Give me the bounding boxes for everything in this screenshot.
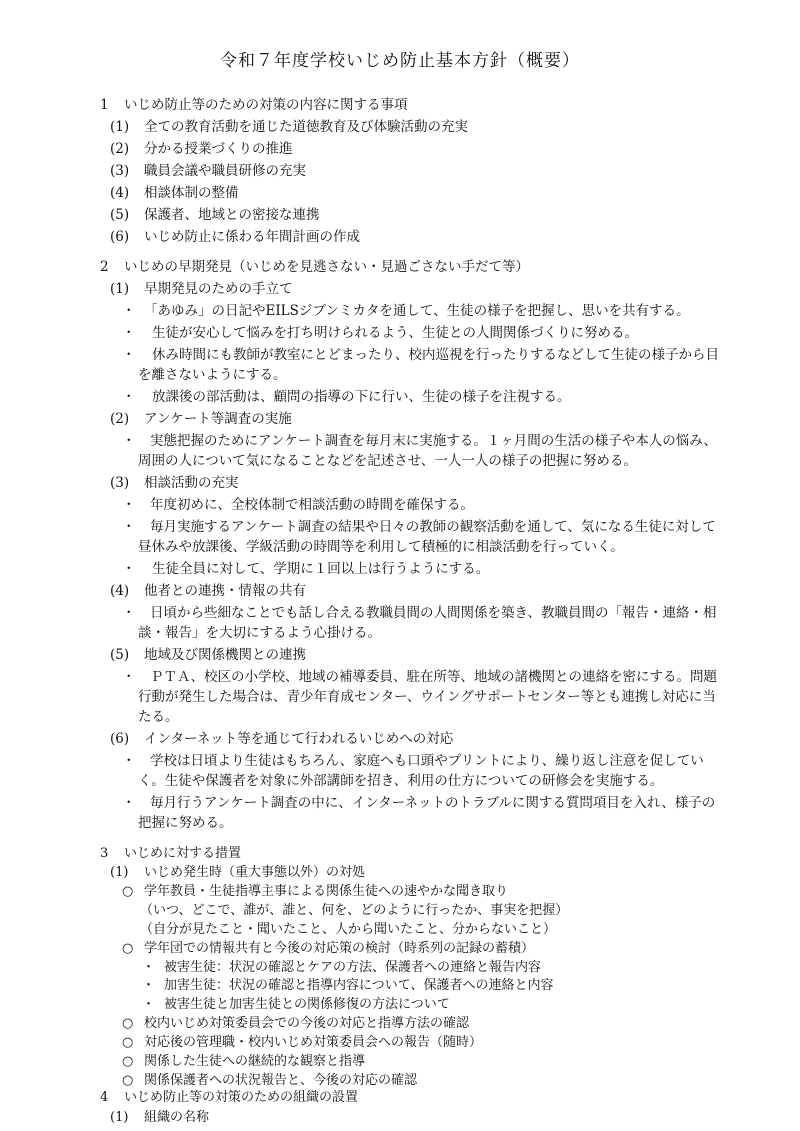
circle-item: ○ 関係した生徒への継続的な観察と指導 <box>122 1054 366 1070</box>
bullet-text: 毎月行うアンケート調査の中に、インターネットのトラブルに関する質問項目を入れ、様子の <box>150 795 716 811</box>
bullet-text-cont: たる。 <box>138 709 179 725</box>
subsection-heading: (2) アンケート等調査の実施 <box>110 411 292 427</box>
section-4-heading: 4 いじめ防止等の対策のための組織の設置 <box>100 1090 359 1105</box>
bullet-text-cont: を離さないようにする。 <box>138 367 287 383</box>
bullet-marker: ・ <box>122 325 136 341</box>
bullet-text: 休み時間にも教師が教室にとどまったり、校内巡視を行ったりするなどして生徒の様子から目 <box>152 347 719 363</box>
bullet-marker: ・ <box>142 978 156 994</box>
circle-item: ○ 対応後の管理職・校内いじめ対策委員会への報告（随時） <box>122 1035 483 1051</box>
circle-item: ○ 校内いじめ対策委員会での今後の対応と指導方法の確認 <box>122 1016 470 1032</box>
bullet-text: 生徒全員に対して、学期に１回以上は行うようにする。 <box>152 561 490 577</box>
list-item: (1) 全ての教育活動を通じた道徳教育及び体験活動の充実 <box>110 119 468 135</box>
bullet-marker: ・ <box>122 519 136 535</box>
section-1-heading: 1 いじめ防止等のための対策の内容に関する事項 <box>100 97 408 113</box>
bullet-text: 被害生徒：状況の確認とケアの方法、保護者への連絡と報告内容 <box>164 959 542 975</box>
bullet-marker: ・ <box>122 753 136 769</box>
bullet-marker: ・ <box>142 997 156 1013</box>
bullet-marker: ・ <box>122 561 136 577</box>
bullet-text-cont: く。生徒や保護者を対象に外部講師を招き、利用の仕方についての研修会を実施する。 <box>138 773 664 789</box>
bullet-text-cont: 談・報告」を大切にするよう心掛ける。 <box>138 625 381 641</box>
bullet-text-cont: 行動が発生した場合は、青少年育成センター、ウイングサポートセンター等とも連携し対応に当 <box>138 689 716 705</box>
bullet-text: 実態把握のためにアンケート調査を毎月末に実施する。１ヶ月間の生活の様子や本人の悩み、 <box>150 433 717 449</box>
circle-item-detail: （いつ、どこで、誰が、誰と、何を、どのように行ったか、事実を把握） <box>140 902 569 918</box>
subsection-heading: (1) いじめ発生時（重大事態以外）の対処 <box>110 864 366 880</box>
section-3-heading: 3 いじめに対する措置 <box>100 846 242 861</box>
bullet-text: 放課後の部活動は、顧問の指導の下に行い、生徒の様子を注視する。 <box>152 389 571 405</box>
circle-item-detail: （自分が見たこと・聞いたこと、人から聞いたこと、分からないこと） <box>140 921 557 937</box>
bullet-marker: ・ <box>122 669 136 685</box>
bullet-marker: ・ <box>122 303 136 319</box>
bullet-marker: ・ <box>122 605 136 621</box>
bullet-text-cont: 把握に努める。 <box>138 815 233 831</box>
circle-item: ○ 関係保護者への状況報告と、今後の対応の確認 <box>122 1073 418 1089</box>
bullet-text: 「あゆみ」の日記やEILSジブンミカタを通して、生徒の様子を把握し、思いを共有する。 <box>144 303 690 319</box>
subsection-heading: (6) インターネット等を通じて行われるいじめへの対応 <box>110 731 454 747</box>
bullet-text: 毎月実施するアンケート調査の結果や日々の教師の観察活動を通して、気になる生徒に対して <box>150 519 716 535</box>
subsection-heading: (1) 組織の名称 <box>110 1110 210 1125</box>
subsection-heading: (4) 他者との連携・情報の共有 <box>110 583 306 599</box>
bullet-marker: ・ <box>142 959 156 975</box>
bullet-text: 被害生徒と加害生徒との関係修復の方法について <box>164 997 450 1013</box>
section-2-heading: 2 いじめの早期発見（いじめを見逃さない・見過ごさない手だて等） <box>100 259 529 275</box>
list-item: (6) いじめ防止に係わる年間計画の作成 <box>110 229 360 245</box>
subsection-heading: (1) 早期発見のための手立て <box>110 281 293 297</box>
bullet-marker: ・ <box>122 389 136 405</box>
bullet-marker: ・ <box>122 795 136 811</box>
list-item: (2) 分かる授業づくりの推進 <box>110 141 293 157</box>
bullet-text: 学校は日頃より生徒はもちろん、家庭へも口頭やプリントにより、繰り返し注意を促してい <box>150 753 704 769</box>
page-title: 令和７年度学校いじめ防止基本方針（概要） <box>220 51 580 71</box>
bullet-text-cont: 周囲の人について気になることなどを記述させ、一人一人の様子の把握に努める。 <box>138 453 637 469</box>
bullet-text: 加害生徒：状況の確認と指導内容について、保護者への連絡と内容 <box>164 978 554 994</box>
bullet-text: 日頃から些細なことでも話し合える教職員間の人間関係を築き、教職員間の「報告・連絡・相 <box>150 605 717 621</box>
circle-item: ○ 学年教員・生徒指導主事による関係生徒への速やかな聞き取り <box>122 883 509 899</box>
list-item: (5) 保護者、地域との密接な連携 <box>110 207 320 223</box>
bullet-marker: ・ <box>122 347 136 363</box>
circle-item: ○ 学年団での情報共有と今後の対応策の検討（時系列の記録の蓄積） <box>122 940 535 956</box>
bullet-text: 生徒が安心して悩みを打ち明けられるよう、生徒との人間関係づくりに努める。 <box>152 325 638 341</box>
bullet-marker: ・ <box>122 497 136 513</box>
subsection-heading: (3) 相談活動の充実 <box>110 475 239 491</box>
bullet-text-cont: 昼休みや放課後、学級活動の時間等を利用して積極的に相談活動を行っていく。 <box>138 539 624 555</box>
list-item: (3) 職員会議や職員研修の充実 <box>110 163 306 179</box>
subsection-heading: (5) 地域及び関係機関との連携 <box>110 647 306 663</box>
bullet-marker: ・ <box>122 433 136 449</box>
list-item: (4) 相談体制の整備 <box>110 185 239 201</box>
bullet-text: 年度初めに、全校体制で相談活動の時間を確保する。 <box>150 497 474 513</box>
bullet-text: ＰＴＡ、校区の小学校、地域の補導委員、駐在所等、地域の諸機関との連絡を密にする。問題 <box>150 669 717 685</box>
